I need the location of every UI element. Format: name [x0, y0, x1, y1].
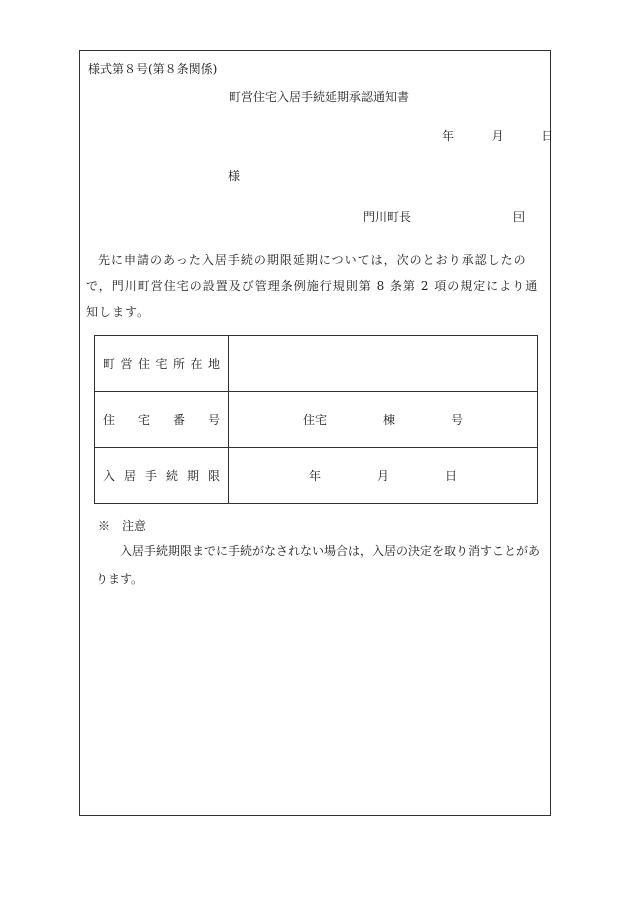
body-paragraph	[86, 247, 548, 325]
note-paragraph	[96, 537, 546, 593]
housing-number-value	[229, 392, 538, 448]
deadline-day-label: 日	[445, 469, 458, 483]
deadline-value	[229, 448, 538, 504]
housing-unit-label: 住宅	[302, 413, 327, 427]
document-title: 町営住宅入居手続延期承認通知書	[229, 90, 410, 104]
date-month-label: 月	[491, 129, 504, 143]
table-row	[95, 336, 538, 392]
date-year-label: 年	[442, 129, 455, 143]
form-frame	[79, 50, 554, 816]
deadline-year-label: 年	[308, 469, 321, 483]
date-day-label: 日	[541, 129, 554, 143]
recipient-suffix: 様	[228, 169, 241, 183]
location-value	[229, 336, 538, 392]
table-row	[95, 448, 538, 504]
body-text: 先に申請のあった入居手続の期限延期については，次のとおり承認したので，門川町営住宅の設置及び管理条例施行規則第 8 条第 2 項の規定により通知します。	[86, 253, 539, 319]
note-text: 入居手続期限までに手続がなされない場合は，入居の決定を取り消すことがあります。	[96, 544, 541, 586]
form-number: 様式第８号(第８条関係)	[88, 62, 218, 76]
note-heading: ※ 注意	[98, 519, 147, 533]
table-row	[95, 392, 538, 448]
deadline-label: 入居手続期限	[95, 448, 229, 504]
housing-number-label: 住 宅 番 号	[95, 392, 229, 448]
deadline-month-label: 月	[376, 469, 389, 483]
room-number-label: 号	[451, 413, 464, 427]
date-line	[442, 127, 553, 144]
location-label: 町営住宅所在地	[95, 336, 229, 392]
building-label: 棟	[382, 413, 395, 427]
info-table	[94, 335, 538, 504]
issuer-name: 門川町長	[363, 210, 412, 224]
seal-mark: 囙	[513, 210, 526, 224]
